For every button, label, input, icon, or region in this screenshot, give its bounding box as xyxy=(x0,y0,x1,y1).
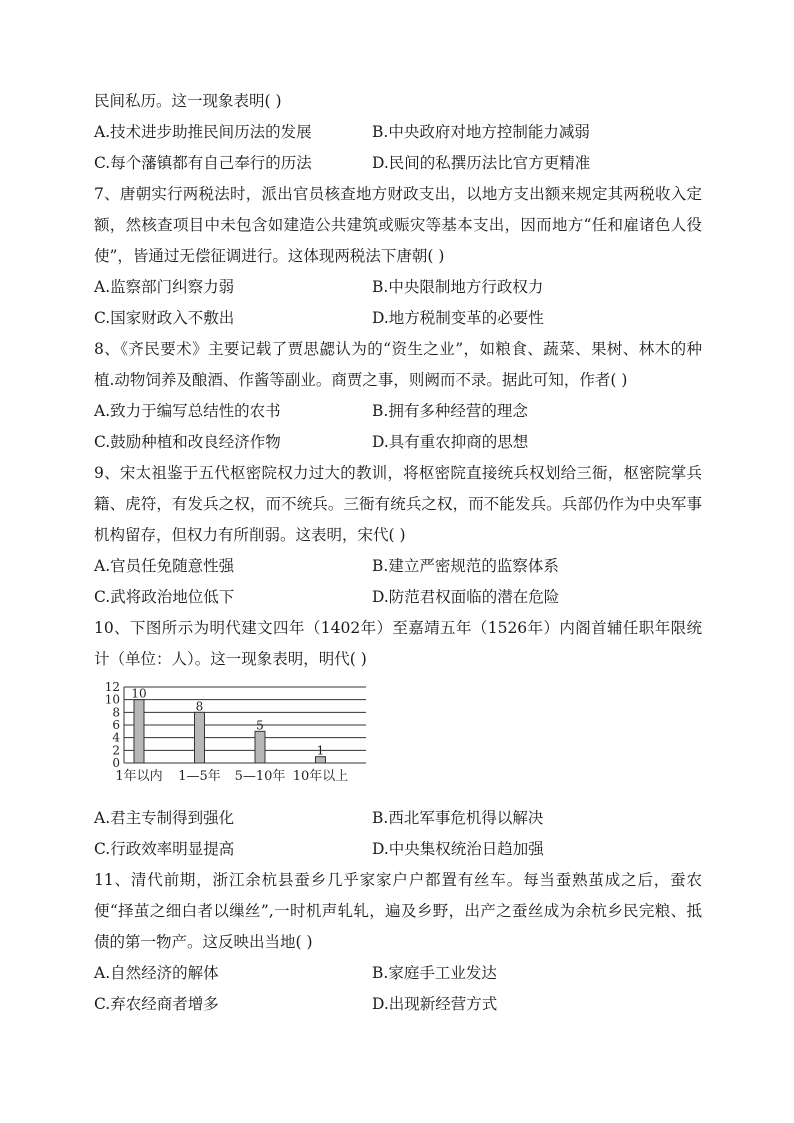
y-tick-label: 8 xyxy=(112,705,120,720)
q10-option-d[interactable]: D.中央集权统治日趋加强 xyxy=(372,840,544,858)
q11-stem: 11、清代前期，浙江余杭县蚕乡几乎家家户户都置有丝车。每当蚕熟茧成之后，蚕农便“择茧之细白者以缫丝”,一时机声轧轧，遍及乡野，出产之蚕丝成为余杭乡民完粮、抵债的第一物产。这反映出当地( ) xyxy=(94,871,702,951)
q7-option-d[interactable]: D.地方税制变革的必要性 xyxy=(372,309,544,327)
q10-stem: 10、下图所示为明代建文四年（1402年）至嘉靖五年（1526年）内阁首辅任职年限统计（单位：人）。这一现象表明，明代( ) xyxy=(94,619,702,668)
x-tick-label: 1—5年 xyxy=(178,769,221,784)
x-tick-label: 5—10年 xyxy=(234,769,286,784)
x-tick-label: 1年以内 xyxy=(115,769,163,784)
q7-option-b[interactable]: B.中央限制地方行政权力 xyxy=(372,278,544,296)
q6-option-b[interactable]: B.中央政府对地方控制能力减弱 xyxy=(372,123,590,141)
q7-options-row1 xyxy=(94,272,702,303)
y-tick-label: 6 xyxy=(112,718,120,732)
q9-option-b[interactable]: B.建立严密规范的监察体系 xyxy=(372,557,559,575)
q6-stem-tail: 民间私历。这一现象表明( ) xyxy=(94,92,282,110)
q10-options-row2 xyxy=(94,834,702,865)
q10-option-c[interactable]: C.行政效率明显提高 xyxy=(94,840,235,858)
exam-page xyxy=(94,86,702,1020)
q10-option-b[interactable]: B.西北军事危机得以解决 xyxy=(372,809,544,827)
bar xyxy=(134,700,144,763)
q9-options-row1 xyxy=(94,551,702,582)
q11-option-d[interactable]: D.出现新经营方式 xyxy=(372,995,498,1013)
q10-option-a[interactable]: A.君主专制得到强化 xyxy=(94,809,235,827)
q6-option-c[interactable]: C.每个藩镇都有自己奉行的历法 xyxy=(94,154,312,172)
q8-option-c[interactable]: C.鼓励种植和改良经济作物 xyxy=(94,433,281,451)
q8-option-b[interactable]: B.拥有多种经营的理念 xyxy=(372,402,528,420)
y-tick-label: 10 xyxy=(104,692,120,707)
q11-option-c[interactable]: C.弃农经商者增多 xyxy=(94,995,219,1013)
q10-chart xyxy=(94,677,702,803)
q11-option-a[interactable]: A.自然经济的解体 xyxy=(94,964,219,982)
q8-stem: 8、《齐民要术》主要记载了贾思勰认为的“资生之业”，如粮食、蔬菜、果树、林木的种植.动物饲养及酿酒、作酱等副业。商贾之事，则阙而不录。据此可知，作者( ) xyxy=(94,340,702,389)
q9-options-row2 xyxy=(94,582,702,613)
q6-options-row2 xyxy=(94,148,702,179)
q10-options-row1 xyxy=(94,803,702,834)
q10-bar-chart xyxy=(94,677,394,803)
data-label: 8 xyxy=(195,699,204,714)
y-tick-label: 12 xyxy=(104,680,120,694)
q9-option-d[interactable]: D.防范君权面临的潜在危险 xyxy=(372,588,560,606)
q7-options-row2 xyxy=(94,303,702,334)
y-tick-label: 0 xyxy=(112,756,120,770)
q6-option-d[interactable]: D.民间的私撰历法比官方更精准 xyxy=(372,154,591,172)
q7-option-c[interactable]: C.国家财政入不敷出 xyxy=(94,309,235,327)
data-label: 10 xyxy=(131,686,147,701)
x-tick-label: 10年以上 xyxy=(292,769,349,784)
q11-options-row2 xyxy=(94,989,702,1020)
q6-option-a[interactable]: A.技术进步助推民间历法的发展 xyxy=(94,123,312,141)
q8-option-a[interactable]: A.致力于编写总结性的农书 xyxy=(94,402,281,420)
q9-stem: 9、宋太祖鉴于五代枢密院权力过大的教训，将枢密院直接统兵权划给三衙，枢密院掌兵籍、虎符，有发兵之权，而不统兵。三衙有统兵之权，而不能发兵。兵部仍作为中央军事机构留存，但权力有所削弱。这表明，宋代( ) xyxy=(94,464,702,544)
q8-options-row2 xyxy=(94,427,702,458)
q7-stem: 7、唐朝实行两税法时，派出官员核查地方财政支出，以地方支出额来规定其两税收入定额，然核查项目中未包含如建造公共建筑或赈灾等基本支出，因而地方“任和雇诸色人役使”，皆通过无偿征调进行。这体现两税法下唐朝( ) xyxy=(94,185,702,265)
bar xyxy=(255,731,265,763)
q11-option-b[interactable]: B.家庭手工业发达 xyxy=(372,964,497,982)
q9-option-a[interactable]: A.官员任免随意性强 xyxy=(94,557,235,575)
q8-option-d[interactable]: D.具有重农抑商的思想 xyxy=(372,433,529,451)
q9-option-c[interactable]: C.武将政治地位低下 xyxy=(94,588,235,606)
q11-options-row1 xyxy=(94,958,702,989)
q8-options-row1 xyxy=(94,396,702,427)
bar xyxy=(195,712,205,763)
y-tick-label: 4 xyxy=(112,730,120,745)
q6-options-row1 xyxy=(94,117,702,148)
q7-option-a[interactable]: A.监察部门纠察力弱 xyxy=(94,278,235,296)
y-tick-label: 2 xyxy=(112,743,120,758)
data-label: 5 xyxy=(256,718,264,733)
data-label: 1 xyxy=(316,743,325,758)
